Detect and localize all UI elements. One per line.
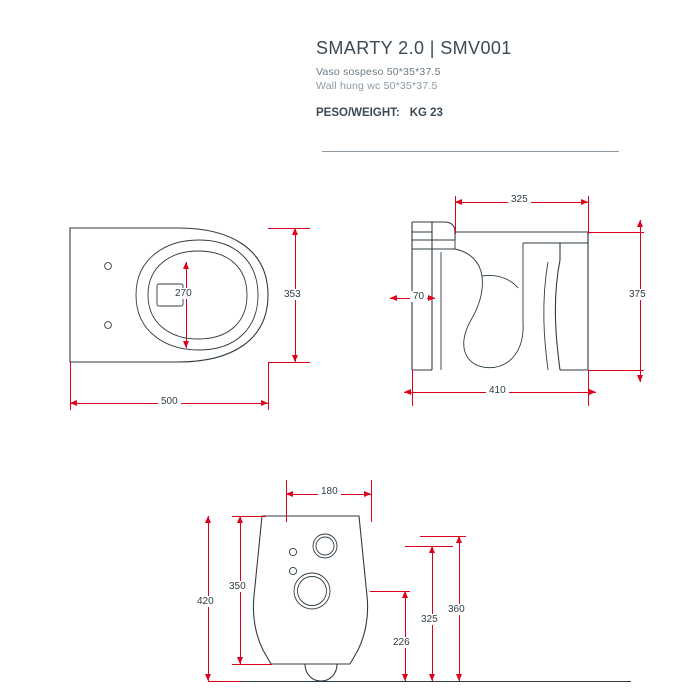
front-dim-180-arrow-right bbox=[364, 491, 371, 497]
front-ext-180-left bbox=[286, 480, 287, 522]
weight-value: KG 23 bbox=[409, 107, 443, 119]
top-dim-270-line bbox=[186, 262, 187, 348]
top-dim-270-arrow-down bbox=[183, 341, 189, 348]
front-dim-180-label: 180 bbox=[318, 486, 341, 497]
side-ext-325-right bbox=[588, 196, 589, 234]
side-dim-325-label: 325 bbox=[508, 194, 531, 205]
side-dim-375-label: 375 bbox=[626, 289, 649, 300]
front-dim-325-arrow-up bbox=[429, 546, 435, 553]
front-view-outline bbox=[253, 516, 367, 681]
front-dim-350-arrow-down bbox=[237, 657, 243, 664]
front-dim-360-label: 360 bbox=[445, 604, 468, 615]
front-dim-420-arrow-down bbox=[205, 674, 211, 681]
top-dim-500-arrow-right bbox=[261, 400, 268, 406]
side-dim-410-arrow-left bbox=[404, 389, 411, 395]
front-dim-350-label: 350 bbox=[226, 581, 249, 592]
side-dim-70-label: 70 bbox=[410, 291, 427, 302]
side-dim-375-arrow-up bbox=[637, 220, 643, 227]
side-dim-70-arrow-right bbox=[428, 295, 435, 301]
top-view-outline bbox=[70, 228, 268, 362]
top-dim-270-label: 270 bbox=[172, 288, 195, 299]
top-dim-500-arrow-left bbox=[70, 400, 77, 406]
top-dim-500-label: 500 bbox=[158, 396, 181, 407]
top-dim-353-arrow-down bbox=[292, 355, 298, 362]
front-ext-420-bottom bbox=[208, 681, 242, 682]
front-dim-325-label: 325 bbox=[418, 614, 441, 625]
front-dim-350-arrow-up bbox=[237, 516, 243, 523]
ground-line bbox=[241, 681, 631, 682]
front-dim-420-arrow-up bbox=[205, 516, 211, 523]
top-dim-270-arrow-up bbox=[183, 262, 189, 269]
side-dim-375-line bbox=[640, 220, 641, 382]
side-dim-410-arrow-right bbox=[589, 389, 596, 395]
product-subtitle-it: Vaso sospeso 50*35*37.5 bbox=[316, 66, 441, 78]
side-ext-375-bottom bbox=[588, 370, 644, 371]
side-dim-375-arrow-down bbox=[637, 375, 643, 382]
side-dim-325-arrow-right bbox=[581, 199, 588, 205]
front-ext-350-bottom bbox=[232, 664, 272, 665]
front-dim-226-arrow-up bbox=[402, 591, 408, 598]
top-dim-353-arrow-up bbox=[292, 228, 298, 235]
top-ext-bottom bbox=[268, 362, 310, 363]
side-ext-410-right bbox=[588, 370, 589, 406]
front-ext-180-right bbox=[371, 480, 372, 522]
front-dim-226-line bbox=[405, 591, 406, 681]
top-ext-top bbox=[268, 228, 310, 229]
front-dim-360-arrow-down bbox=[456, 674, 462, 681]
side-ext-375-top bbox=[588, 232, 644, 233]
front-dim-226-arrow-down bbox=[402, 674, 408, 681]
front-dim-420-label: 420 bbox=[194, 596, 217, 607]
front-dim-360-arrow-up bbox=[456, 536, 462, 543]
weight-label: PESO/WEIGHT: bbox=[316, 107, 400, 119]
product-subtitle-en: Wall hung wc 50*35*37.5 bbox=[316, 80, 438, 92]
top-ext-right bbox=[268, 362, 269, 410]
side-dim-410-label: 410 bbox=[486, 385, 509, 396]
product-title: SMARTY 2.0 | SMV001 bbox=[316, 38, 512, 58]
side-ext-410-left bbox=[412, 370, 413, 406]
side-section-outline bbox=[412, 222, 588, 370]
front-dim-325-arrow-down bbox=[429, 674, 435, 681]
front-dim-226-label: 226 bbox=[390, 637, 413, 648]
side-dim-70-arrow-left bbox=[390, 295, 397, 301]
side-dim-325-arrow-left bbox=[455, 199, 462, 205]
top-dim-353-label: 353 bbox=[281, 289, 304, 300]
front-dim-180-arrow-left bbox=[286, 491, 293, 497]
